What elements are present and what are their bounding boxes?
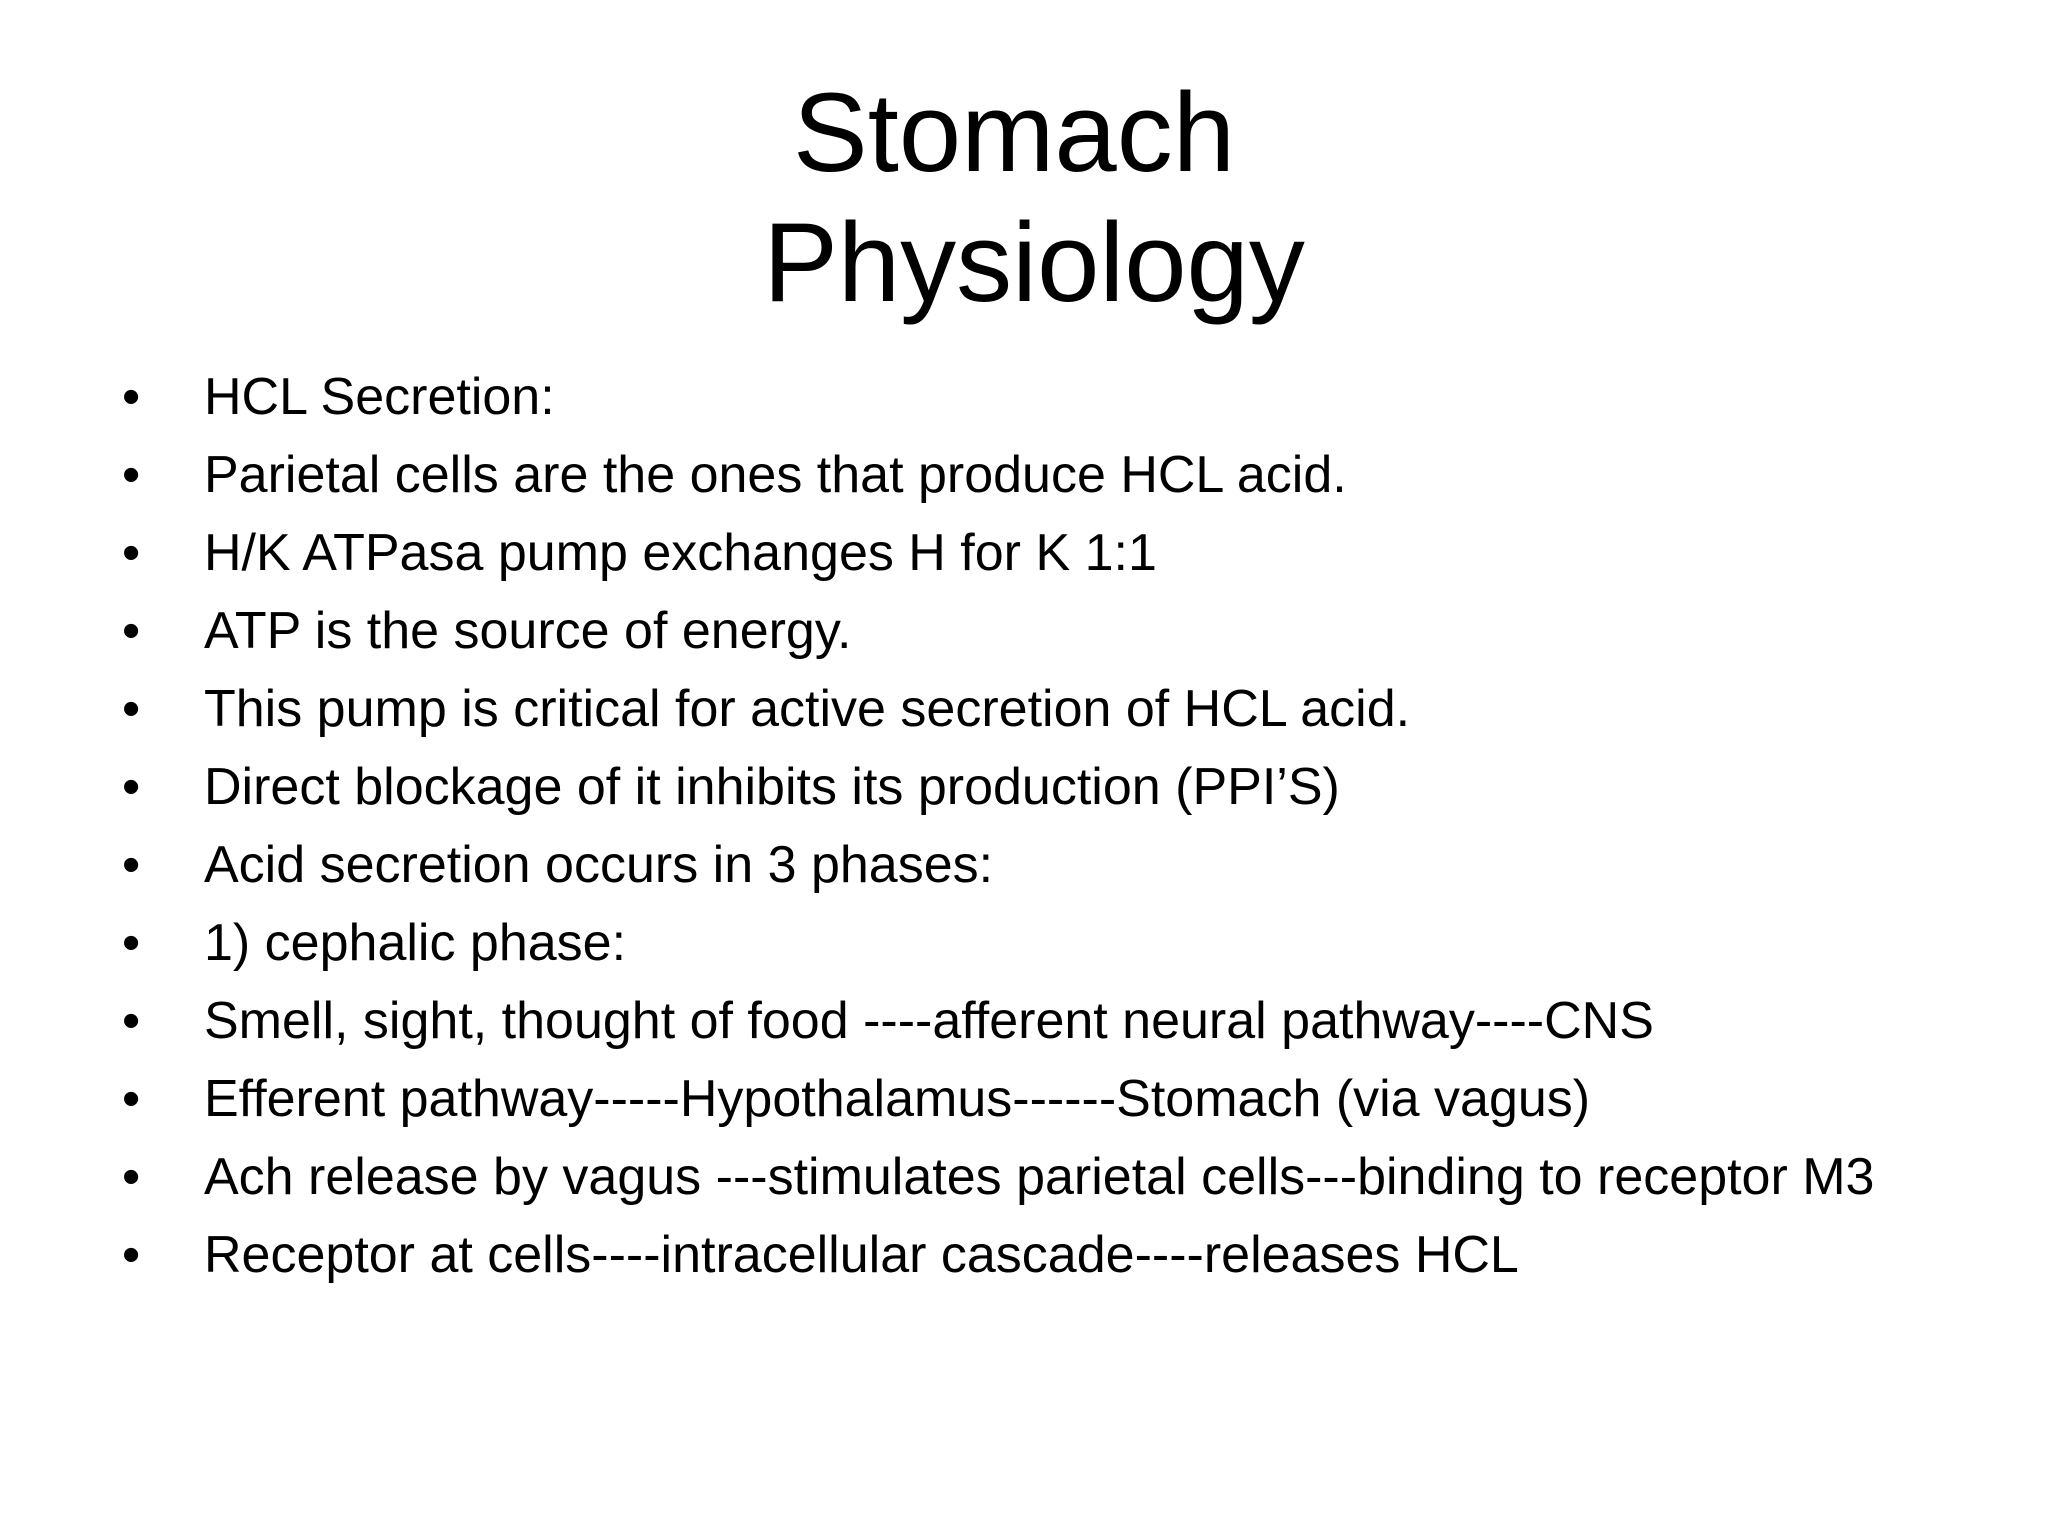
bullet-text: Efferent pathway-----Hypothalamus------Stomach (via vagus) <box>204 1070 1591 1128</box>
title-line-2: Physiology <box>763 200 1305 325</box>
bullet-item <box>0 992 2048 1051</box>
bullet-item <box>0 1226 2048 1285</box>
bullet-text: Receptor at cells----intracellular cascade----releases HCL <box>204 1226 1519 1284</box>
bullet-item <box>0 602 2048 661</box>
bullet-text: 1) cephalic phase: <box>204 914 627 972</box>
slide-title <box>0 68 2048 328</box>
bullet-text: Smell, sight, thought of food ----afferent neural pathway----CNS <box>204 992 1654 1050</box>
bullet-text: Direct blockage of it inhibits its production (PPI’S) <box>204 758 1340 816</box>
bullet-text: Ach release by vagus ---stimulates parietal cells---binding to receptor M3 <box>204 1148 1875 1206</box>
title-line-1: Stomach <box>793 70 1235 195</box>
bullet-dot-icon: • <box>122 524 141 582</box>
bullet-dot-icon: • <box>122 1226 141 1284</box>
bullet-item <box>0 836 2048 895</box>
bullet-text: Parietal cells are the ones that produce HCL acid. <box>204 446 1347 504</box>
bullet-text: H/K ATPasa pump exchanges H for K 1:1 <box>204 524 1157 582</box>
bullet-text: ATP is the source of energy. <box>204 602 852 660</box>
bullet-text: Acid secretion occurs in 3 phases: <box>204 836 994 894</box>
bullet-text: HCL Secretion: <box>204 368 555 426</box>
bullet-item <box>0 524 2048 583</box>
bullet-dot-icon: • <box>122 446 141 504</box>
bullet-item <box>0 914 2048 973</box>
bullet-dot-icon: • <box>122 1070 141 1128</box>
bullet-dot-icon: • <box>122 602 141 660</box>
bullet-dot-icon: • <box>122 992 141 1050</box>
bullet-dot-icon: • <box>122 368 141 426</box>
bullet-item <box>0 446 2048 505</box>
bullet-dot-icon: • <box>122 1148 141 1206</box>
bullet-list <box>0 368 2048 1304</box>
bullet-dot-icon: • <box>122 758 141 816</box>
bullet-item <box>0 680 2048 739</box>
bullet-dot-icon: • <box>122 680 141 738</box>
bullet-dot-icon: • <box>122 914 141 972</box>
bullet-item <box>0 1070 2048 1129</box>
bullet-item <box>0 368 2048 427</box>
bullet-item <box>0 1148 2048 1207</box>
bullet-item <box>0 758 2048 817</box>
bullet-text: This pump is critical for active secretion of HCL acid. <box>204 680 1411 738</box>
bullet-dot-icon: • <box>122 836 141 894</box>
